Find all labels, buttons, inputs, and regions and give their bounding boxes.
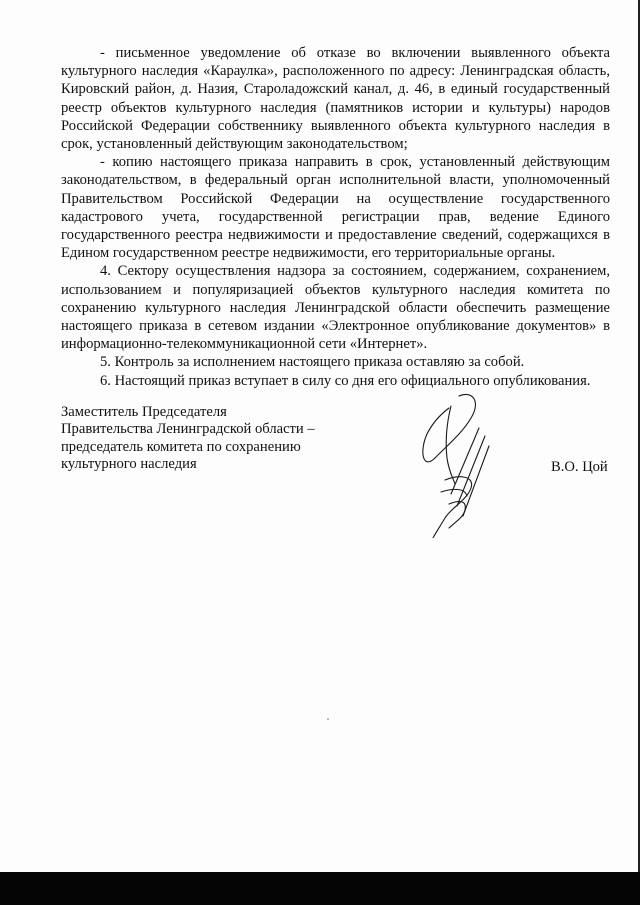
signer-position-line: Правительства Ленинградской области – [61,421,315,438]
signer-position-line: культурного наследия [61,456,197,473]
paragraph-notification: - письменное уведомление об отказе во включении выявленного объекта культурного наследия «Караулка», расположенного по адресу: Ленинградская область, Кировский район, д. Назия, Староладожский канал, д. 46, в единый государственный реестр объектов культурного наследия (памятников истории и культуры) народов Российской Федерации собственнику выявленного объекта культурного наследия в срок, установленный действующим законодательством; [61,45,610,153]
handwritten-signature [405,388,515,538]
scan-speck [327,718,329,720]
paragraph-item-5: 5. Контроль за исполнением настоящего приказа оставляю за собой. [100,354,525,371]
paragraph-item-4: 4. Сектору осуществления надзора за состоянием, содержанием, сохранением, использованием и популяризацией объектов культурного наследия комитета по сохранению культурного наследия Ленинградской области обеспечить размещение настоящего приказа в сетевом издании «Электронное опубликование документов» в информационно-телекоммуникационной сети «Интернет». [61,263,610,353]
signer-name: В.О. Цой [551,459,608,475]
signer-position-line: Заместитель Председателя [61,404,227,420]
signer-position-line: председатель комитета по сохранению [61,438,301,455]
paragraph-copy-order: - копию настоящего приказа направить в срок, установленный действующим законодательством, в федеральный орган исполнительной власти, уполномоченный Правительством Российской Федерации на осуществление государственного кадастрового учета, государственной регистрации прав, ведение Единого государственного реестра недвижимости и предоставление сведений, содержащихся в Едином государственном реестре недвижимости, его территориальные органы. [61,154,610,262]
document-body [61,44,610,390]
paragraph-item-6: 6. Настоящий приказ вступает в силу со дня его официального опубликования. [100,372,591,389]
signer-position [61,404,361,474]
scan-edge-bottom [0,872,640,905]
